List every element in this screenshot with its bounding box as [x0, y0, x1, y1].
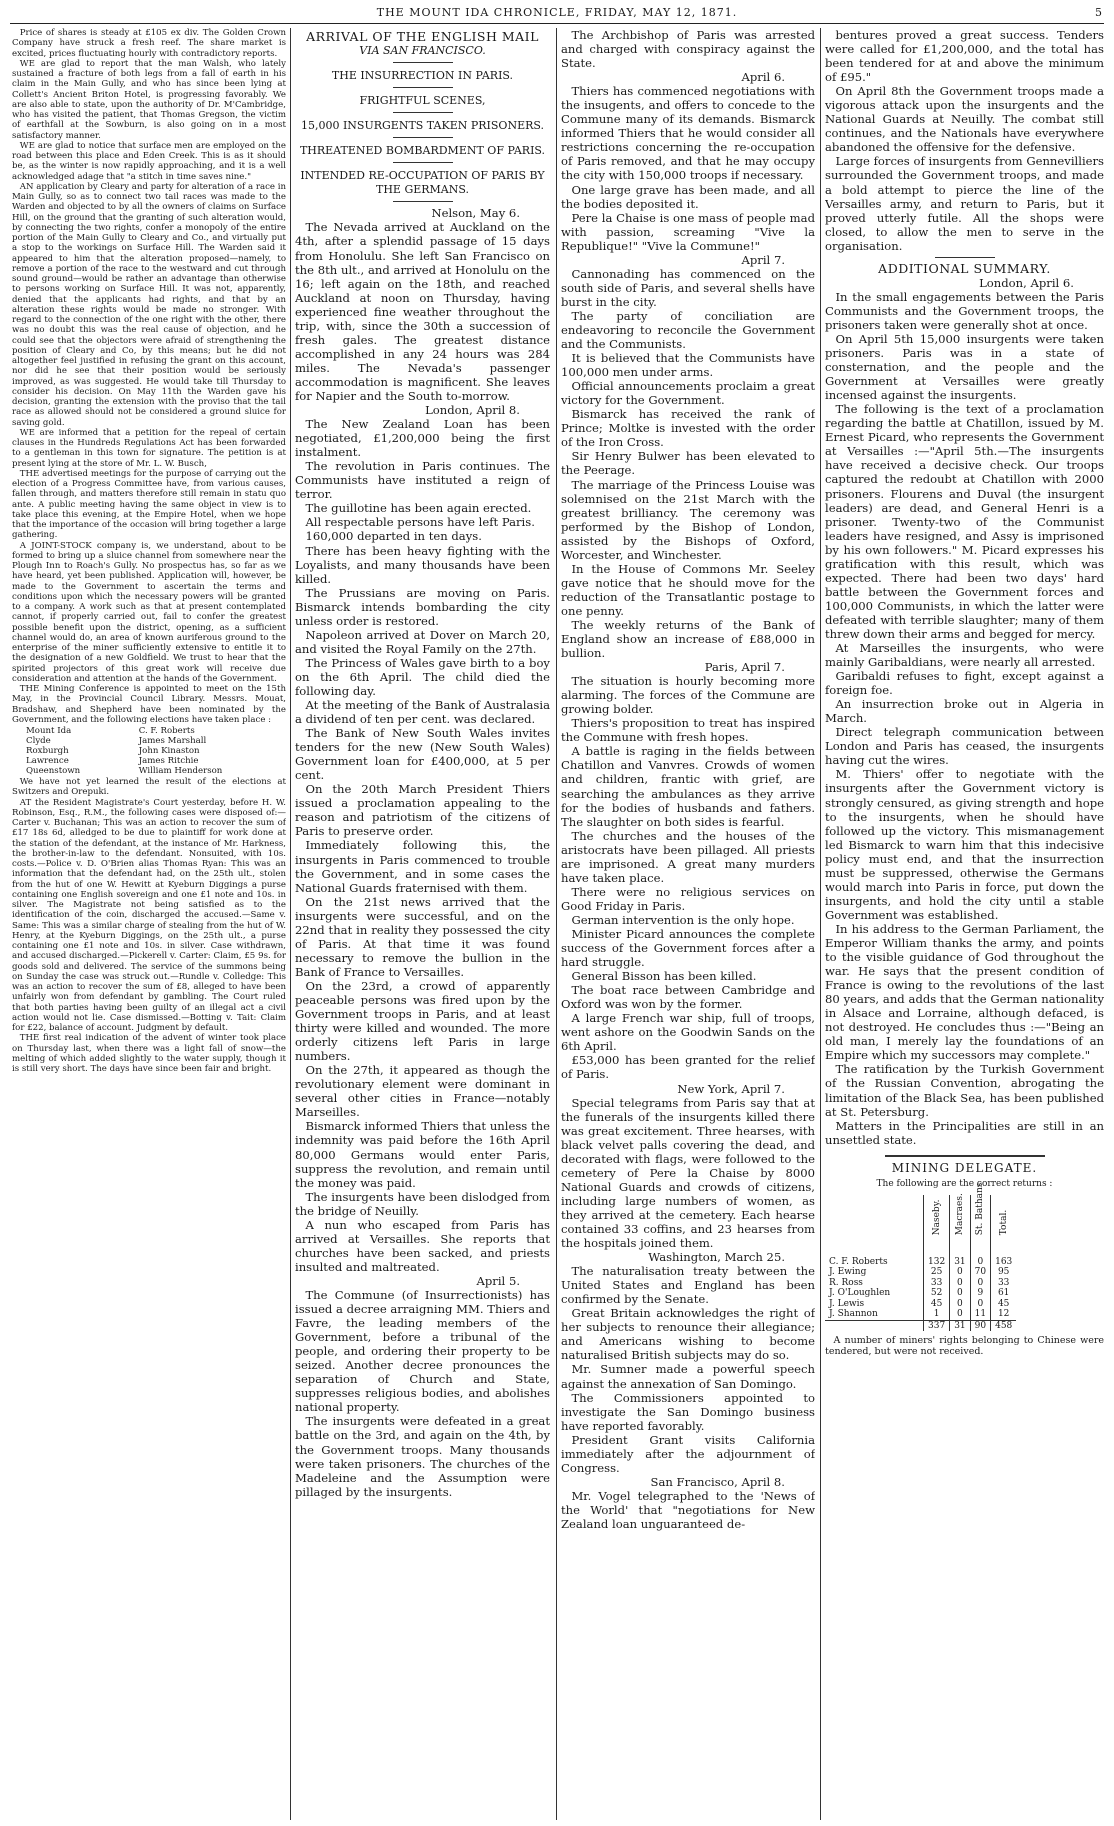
column-header: [950, 1195, 970, 1257]
vote-cell: 0: [970, 1278, 990, 1289]
vote-cell: 61: [991, 1288, 1017, 1299]
column-divider: [820, 28, 821, 1820]
column-header-label: Macraes.: [954, 1193, 965, 1236]
paragraph: On April 5th 15,000 insurgents were taken prisoners. Paris was in a state of consternation, and the people and the Government at Versailles were greatly incensed against the insurgents.: [825, 331, 1104, 403]
divider: [935, 257, 995, 258]
paragraph: A battle is raging in the fields between Chatillon and Vanvres. Crowds of women and children, frantic with grief, are searching the ambulances as they arrive for the bodies of husbands and fathers. The slaughter on both sides is fearful.: [561, 744, 815, 829]
paragraph: M. Thiers' offer to negotiate with the insurgents after the Government victory is strongly censured, as giving strength and hope to the insurgents, when he should have followed up the victory. This mismanagement led Bismarck to warn him that this indecisive policy must end, and that the insurrection must be suppressed, otherwise the Germans would march into Paris in force, put down the insurgents, and hold the city until a stable Government was established.: [825, 767, 1104, 922]
vote-cell: 33: [924, 1278, 950, 1289]
paragraph: The insurgents have been dislodged from the bridge of Neuilly.: [295, 1189, 550, 1218]
article-paragraphs: [295, 220, 550, 403]
column-header-label: Total.: [998, 1210, 1009, 1236]
paragraph: The Commune (of Insurrectionists) has issued a decree arraigning MM. Thiers and Favre, the leading members of the Government, before a tribunal of the people, and ordering their property to be seized. Another decree pronounces the separation of Church and State, suppresses religious bodies, and abolishes national property.: [295, 1287, 550, 1415]
paragraph: Napoleon arrived at Dover on March 20, and visited the Royal Family on the 27th.: [295, 627, 550, 656]
roll-place: Clyde: [26, 736, 51, 746]
paragraph: President Grant visits California immediately after the adjournment of Congress.: [561, 1432, 815, 1475]
vote-cell: 45: [924, 1299, 950, 1310]
paragraph: In the House of Commons Mr. Seeley gave notice that he should move for the reduction of the Transatlantic postage to one penny.: [561, 561, 815, 618]
masthead: [0, 0, 1114, 20]
paragraph: 160,000 departed in ten days.: [305, 529, 482, 544]
total-cell: 90: [970, 1320, 990, 1331]
article-paragraphs: [295, 1288, 550, 1499]
paragraph: It is believed that the Communists have 100,000 men under arms.: [561, 351, 815, 380]
article-paragraphs: [561, 1489, 815, 1531]
total-cell: 337: [924, 1320, 950, 1331]
paragraph: WE are informed that a petition for the repeal of certain clauses in the Hundreds Regulations Act has been forwarded to a gentleman in this town for signature. The petition is at present lying at the store of Mr. L. W. Busch,: [12, 427, 286, 469]
paragraph: Mr. Sumner made a powerful speech against the annexation of San Domingo.: [561, 1362, 815, 1391]
vote-cell: 163: [991, 1257, 1017, 1268]
headline-scenes: FRIGHTFUL SCENES,: [359, 94, 486, 108]
paragraph: On the 20th March President Thiers issued a proclamation appealing to the reason and patriotism of the citizens of Paris to preserve order.: [295, 782, 550, 839]
newspaper-title: THE MOUNT IDA CHRONICLE, FRIDAY, MAY 12, 1871.: [376, 6, 738, 19]
candidate-name: C. F. Roberts: [829, 1256, 888, 1267]
paragraph: Direct telegraph communication between London and Paris has ceased, the insurgents having cut the wires.: [825, 725, 1104, 768]
paragraph: Thiers has commenced negotiations with the insugents, and offers to concede to the Commune many of its demands. Bismarck informed Thiers that he would consider all restrictions concerning the re-occupation of Paris removed, and that he may occupy the city with 150,000 troops if necessary.: [561, 84, 815, 183]
table-row: [825, 1278, 1016, 1289]
candidate-name: J. Ewing: [829, 1267, 867, 1278]
column-local-news: [12, 28, 286, 1820]
vote-cell: 0: [950, 1288, 970, 1299]
roll-place: Queenstown: [26, 766, 81, 776]
roll-name: C. F. Roberts: [138, 726, 195, 736]
paragraph: All respectable persons have left Paris.: [305, 515, 535, 530]
paragraph: Price of shares is steady at £105 ex div. The Golden Crown Company have struck a fresh reef. The share market is excited, prices fluctuating hourly with contradictory reports.: [12, 28, 286, 59]
candidate-name: J. Shannon: [829, 1309, 878, 1320]
vote-cell: 0: [950, 1278, 970, 1289]
vote-cell: 31: [950, 1257, 970, 1268]
vote-cell: 0: [950, 1299, 970, 1310]
paragraph: The New Zealand Loan has been negotiated, £1,200,000 being the first instalment.: [295, 417, 550, 460]
paragraph: A nun who escaped from Paris has arrived at Versailles. She reports that churches have been sacked, and priests insulted and maltreated.: [295, 1217, 550, 1274]
paragraph: The Princess of Wales gave birth to a boy on the 6th April. The child died the following day.: [295, 655, 550, 698]
divider: [393, 162, 453, 163]
dateline: Washington, March 25.: [648, 1250, 785, 1265]
paragraph: General Bisson has been killed.: [571, 969, 757, 984]
mining-delegate-subtitle: The following are the correct returns :: [876, 1178, 1053, 1189]
paragraph: The Nevada arrived at Auckland on the 4th, after a splendid passage of 15 days from Honolulu. She left San Francisco on the 8th ult., and arrived at Honolulu on the 16; left again on the 18th, and reached Auckland at noon on Thursday, having experienced fine weather throughout the trip, with, since the 30th a succession of fresh gales. The greatest distance accomplished in any 24 hours was 284 miles. The Nevada's passenger accommodation is magnificent. She leaves for Napier and the South to-morrow.: [295, 220, 550, 403]
paragraph: AT the Resident Magistrate's Court yesterday, before H. W. Robinson, Esq., R.M., the following cases were disposed of:—Carter v. Buchanan; This was an action to recover the sum of £17 18s 6d, alledged to be due to plaintiff for work done at the station of the defendant, at the instance of Mr. Harkness, the brother-in-law to the defendant. Nonsuited, with 10s. costs.—Police v. D. O'Brien alias Thomas Ryan: This was an information that the defendant had, on the 25th ult., stolen from the hut of one W. Hewitt at Kyeburn Diggings a purse containing one English sovereign and one £1 note and 10s. in silver. The Magistrate not being satisfied as to the identification of the coin, discharged the accused.—Same v. Same: This was a similar charge of stealing from the hut of W. Henry, at the Kyeburn Diggings, on the 25th ult., a purse containing one £1 note and 10s. in silver. Case withdrawn, and accused discharged.—Pickerell v. Carter: Claim, £5 9s. for goods sold and delivered. The service of the summons being on Sunday the case was struck out.—Rundle v. Colledge: This was an action to recover the sum of £8, alleged to have been unfairly won from defendant by gambling. The Court ruled that both parties having been guilty of an illegal act a civil action would not lie. Case dismissed.—Botting v. Tait: Claim for £22, balance of account. Judgment by default.: [12, 797, 286, 1033]
paragraph: Bismarck informed Thiers that unless the indemnity was paid before the 16th April 80,000 Germans would enter Paris, suppress the revolution, and remain until the money was paid.: [295, 1119, 550, 1190]
paragraph: Matters in the Principalities are still in an unsettled state.: [825, 1118, 1104, 1147]
divider: [393, 201, 453, 202]
headline-insurrection: THE INSURRECTION IN PARIS.: [331, 69, 514, 83]
vote-cell: 52: [924, 1288, 950, 1299]
column-header-label: Naseby.: [931, 1199, 942, 1236]
roll-place: Mount Ida: [26, 726, 72, 736]
paragraph: The ratification by the Turkish Government of the Russian Convention, abrogating the limitation of the Black Sea, has been published at St. Petersburg.: [825, 1062, 1104, 1119]
totals-label: [825, 1320, 924, 1331]
paragraph: Great Britain acknowledges the right of her subjects to renounce their allegiance; and Americans wishing to become naturalised British subjects may do so.: [561, 1306, 815, 1363]
paragraph: A JOINT-STOCK company is, we understand, about to be formed to bring up a sluice channel from somewhere near the Plough Inn to Roach's Gully. No prospectus has, so far as we have heard, yet been published. Application will, however, be made to the Government to ascertain the terms and conditions upon which the necessary powers will be granted to a company. A work such as that at present contemplated cannot, if properly carried out, fail to confer the greatest possible benefit upon the district, opening, as a sufficient channel would do, an area of known auriferous ground to the enterprise of the miner sufficiently extensive to entitle it to the designation of a new Goldfield. We trust to hear that the spirited projectors of this great work will receive due consideration and attention at the hands of the Government.: [12, 540, 286, 684]
roll-place: Lawrence: [26, 756, 69, 766]
article-paragraphs: [825, 290, 1104, 1147]
roll-name: William Henderson: [138, 766, 223, 776]
paragraph: bentures proved a great success. Tenders were called for £1,200,000, and the total has been tendered for at and above the minimum of £95.": [825, 28, 1104, 85]
paragraph: There were no religious services on Good Friday in Paris.: [561, 884, 815, 913]
vote-cell: 0: [950, 1309, 970, 1320]
table-row: [825, 1299, 1016, 1310]
dateline: San Francisco, April 8.: [650, 1474, 785, 1489]
roll-place: Roxburgh: [26, 746, 69, 756]
paragraph: Bismarck has received the rank of Prince; Moltke is invested with the order of the Iron Cross.: [561, 407, 815, 450]
paragraph: Pere la Chaise is one mass of people mad with passion, screaming "Vive la Republique!" "Vive la Commune!": [561, 210, 815, 253]
article-paragraphs: [561, 674, 815, 1081]
paragraph: WE are glad to notice that surface men are employed on the road between this place and Eden Creek. This is as it should be, as the winter is now rapidly approaching, and it is a well acknowledged adage that "a stitch in time saves nine.": [12, 140, 286, 182]
dateline: New York, April 7.: [677, 1081, 785, 1096]
paragraph: The situation is hourly becoming more alarming. The forces of the Commune are growing bolder.: [561, 674, 815, 717]
vote-cell: 12: [991, 1309, 1017, 1320]
paragraph: An insurrection broke out in Algeria in March.: [825, 697, 1104, 726]
paragraph: The revolution in Paris continues. The Communists have instituted a reign of terror.: [295, 459, 550, 502]
vote-cell: 25: [924, 1267, 950, 1278]
column-header: [970, 1182, 990, 1257]
paragraph: THE Mining Conference is appointed to meet on the 15th May, in the Provincial Council Library. Messrs. Mouat, Bradshaw, and Shepherd have been nominated by the Government, and the following elections have taken place :: [12, 684, 286, 725]
paragraph: We have not yet learned the result of the elections at Switzers and Orepuki.: [12, 777, 286, 798]
paragraph: WE are glad to report that the man Walsh, who lately sustained a fracture of both legs from a fall of earth in his claim in the Main Gully, and who has since been lying at Collett's Ancient Briton Hotel, is progressing favorably. We are also able to state, upon the authority of Dr. M'Cambridge, who has visited the patient, that Thomas Gregson, the victim of earthfall at the Sowburn, is also going on in a most satisfactory manner.: [12, 58, 286, 141]
paragraph: At Marseilles the insurgents, who were mainly Garibaldians, were nearly all arrested.: [825, 641, 1104, 670]
divider: [393, 137, 453, 138]
table-row: [12, 726, 286, 736]
paragraph: The guillotine has been again erected.: [305, 501, 532, 516]
vote-cell: 95: [991, 1267, 1017, 1278]
table-row: [12, 766, 286, 776]
paragraph: £53,000 has been granted for the relief of Paris.: [561, 1053, 815, 1082]
paragraph: AN application by Cleary and party for alteration of a race in Main Gully, so as to connect two tail races was made to the Warden and objected to by all the owners of claims on Surface Hill, on the ground that the granting of such alteration would, by connecting the two rights, confer a monopoly of the entire portion of the Main Gully to Cleary and Co., and virtually put a stop to the workings on Surface Hill. The Warden said it appeared to him that the alteration proposed—namely, to remove a portion of the race to the westward and cut through sound ground—would be rather an advantage than otherwise to persons working on Surface Hill. It was not, apparently, denied that the applicants had rights, and that by an alteration these rights would be made no stronger. With regard to the connection of the one right with the other, there was no doubt this was the real cause of objection, and he could see that the objectors were afraid of strengthening the position of Cleary and Co, by this means; but he did not altogether feel justified in refusing the grant on this account, nor did he see that their position would be seriously improved, as was suggested. He would take till Thursday to consider his decision. On May 11th the Warden gave his decision, granting the extension with the proviso that the tail race as allowed should not be considered a ground sluice for saving gold.: [12, 181, 286, 428]
paragraph: German intervention is the only hope.: [571, 912, 795, 927]
article-paragraphs: [561, 1264, 815, 1475]
paragraph: One large grave has been made, and all the bodies deposited it.: [561, 182, 815, 211]
dateline: London, April 8.: [425, 403, 520, 418]
paragraph: Mr. Vogel telegraphed to the 'News of the World' that "negotiations for New Zealand loan unguaranteed de-: [561, 1488, 815, 1531]
local-news-paragraphs: [12, 28, 286, 725]
paragraph: THE advertised meetings for the purpose of carrying out the election of a Progress Committee have, from various causes, fallen through, and matters therefore still remain in statu quo ante. A public meeting having the same object in view is to take place this evening, at the Empire Hotel, when we hope that the importance of the occasion will bring together a large gathering.: [12, 468, 286, 541]
paragraph: The Prussians are moving on Paris. Bismarck intends bombarding the city unless order is restored.: [295, 585, 550, 628]
candidate-name: J. O'Loughlen: [829, 1288, 891, 1299]
vote-cell: 11: [970, 1309, 990, 1320]
paragraph: Minister Picard announces the complete success of the Government forces after a hard struggle.: [561, 927, 815, 970]
paragraph: The Bank of New South Wales invites tenders for the new (New South Wales) Government loan for £400,000, at 5 per cent.: [295, 726, 550, 783]
paragraph: On the 21st news arrived that the insurgents were successful, and on the 22nd that in reality they possessed the city of Paris. At that time it was found necessary to remove the bullion in the Bank of France to Versailles.: [295, 894, 550, 979]
paragraph: THE first real indication of the advent of winter took place on Thursday last, when there was a light fall of snow—the melting of which added slightly to the water supply, though it is still very short. The days have since been fair and bright.: [12, 1033, 286, 1074]
paragraph: The churches and the houses of the aristocrats have been pillaged. All priests are imprisoned. A great many murders have taken place.: [561, 828, 815, 885]
headline-bombardment: THREATENED BOMBARDMENT OF PARIS.: [299, 144, 546, 158]
article-paragraphs: [295, 417, 550, 1274]
paragraph: The party of conciliation are endeavoring to reconcile the Government and the Communists.: [561, 308, 815, 352]
article-paragraphs: [825, 28, 1104, 253]
divider: [393, 112, 453, 113]
page-number: 5: [1095, 6, 1102, 19]
local-news-paragraphs-2: [12, 777, 286, 1074]
paragraph: The weekly returns of the Bank of England show an increase of £88,000 in bullion.: [561, 617, 815, 661]
table-row: [825, 1267, 1016, 1278]
column-summary: [825, 28, 1104, 1820]
vote-cell: 1: [924, 1309, 950, 1320]
paragraph: Sir Henry Bulwer has been elevated to the Peerage.: [561, 449, 815, 478]
column-divider: [556, 28, 557, 1820]
vote-cell: 9: [970, 1288, 990, 1299]
roll-name: James Ritchie: [138, 756, 199, 766]
total-cell: 31: [950, 1320, 970, 1331]
paragraph: Thiers's proposition to treat has inspired the Commune with fresh hopes.: [561, 716, 815, 745]
dateline: Paris, April 7.: [704, 660, 785, 675]
candidate-name: R. Ross: [829, 1277, 863, 1288]
vote-cell: 132: [924, 1257, 950, 1268]
mining-delegate-title: MINING DELEGATE.: [891, 1160, 1038, 1175]
headline-prisoners: 15,000 INSURGENTS TAKEN PRISONERS.: [300, 119, 545, 133]
headline-reoccupation: INTENDED RE-OCCUPATION OF PARIS BY THE GERMANS.: [300, 169, 545, 197]
paragraph: Official announcements proclaim a great victory for the Government.: [561, 379, 815, 408]
vote-cell: 0: [970, 1299, 990, 1310]
paragraph: The boat race between Cambridge and Oxford was won by the former.: [561, 983, 815, 1012]
table-row: [825, 1257, 1016, 1268]
mining-note: A number of miners' rights belonging to Chinese were tendered, but were not received.: [825, 1335, 1104, 1358]
paragraph: Immediately following this, the insurgents in Paris commenced to trouble the Government, and in some cases the National Guards fraternised with them.: [295, 838, 550, 895]
table-row: [825, 1309, 1016, 1320]
paragraph: Garibaldi refuses to fight, except against a foreign foe.: [825, 669, 1104, 698]
election-roll: [12, 726, 286, 776]
paragraph: The insurgents were defeated in a great battle on the 3rd, and again on the 4th, by the Government troops. Many thousands were taken prisoners. The churches of the Madeleine and the Assumption were pillaged by the insurgents.: [295, 1414, 550, 1499]
dateline: April 5.: [476, 1273, 520, 1288]
paragraph: In his address to the German Parliament, the Emperor William thanks the army, and points to the visible guidance of God throughout the war. He says that the present condition of France is owing to the revolutions of the last 80 years, and adds that the German nationality in Alsace and Lorraine, although defaced, is not destroyed. He concludes thus :—"Being an old man, I merely lay the foundations of an Empire which my successors may complete.": [825, 921, 1104, 1063]
paragraph: The marriage of the Princess Louise was solemnised on the 21st March with the greatest brilliancy. The ceremony was performed by the Bishop of London, assisted by the Bishops of Oxford, Worcester, and Winchester.: [561, 477, 815, 562]
column-english-mail: [295, 28, 550, 1820]
column-divider: [290, 28, 291, 1820]
column-header-label: St. Bathans: [975, 1182, 986, 1236]
masthead-rule: [10, 23, 1104, 24]
paragraph: On the 23rd, a crowd of apparently peaceable persons was fired upon by the Government troops in Paris, and at least thirty were killed and wounded. The more orderly citizens left Paris in large numbers.: [295, 978, 550, 1064]
paragraph: At the meeting of the Bank of Australasia a dividend of ten per cent. was declared.: [295, 698, 550, 727]
table-row: [825, 1288, 1016, 1299]
dateline: April 7.: [741, 252, 785, 267]
vote-cell: 70: [970, 1267, 990, 1278]
paragraph: Cannonading has commenced on the south side of Paris, and several shells have burst in the city.: [561, 266, 815, 309]
headline-additional-summary: ADDITIONAL SUMMARY.: [878, 260, 1051, 276]
roll-name: James Marshall: [138, 736, 207, 746]
dateline: London, April 6.: [979, 275, 1074, 290]
article-paragraphs: [561, 84, 815, 253]
paragraph: On the 27th, it appeared as though the revolutionary element were dominant in several other cities in France—notably Marseilles.: [295, 1063, 550, 1120]
column-telegrams: [561, 28, 815, 1820]
paragraph: In the small engagements between the Paris Communists and the Government troops, the prisoners taken were generally shot at once.: [825, 289, 1104, 332]
article-paragraphs: [561, 1096, 815, 1251]
paragraph: A large French war ship, full of troops, went ashore on the Goodwin Sands on the 6th April.: [561, 1011, 815, 1054]
headline-via: VIA SAN FRANCISCO.: [359, 44, 486, 58]
headline-arrival: ARRIVAL OF THE ENGLISH MAIL: [306, 29, 539, 44]
paragraph: Special telegrams from Paris say that at the funerals of the insurgents killed there was great excitement. Three hearses, with black velvet palls covering the dead, and decorated with flags, were followed to the cemetery of Pere la Chaise by 8000 National Guards and crowds of citizens, including large numbers of women, as they arrived at the cemetery. Each hearse contained 33 coffins, and 23 hearses from the hospitals joined them.: [561, 1095, 815, 1251]
candidate-name: J. Lewis: [829, 1298, 865, 1309]
vote-cell: 0: [950, 1267, 970, 1278]
dateline: Nelson, May 6.: [431, 206, 520, 221]
column-header: [924, 1195, 950, 1257]
divider: [885, 1155, 1045, 1157]
paragraph: The naturalisation treaty between the United States and England has been confirmed by the Senate.: [561, 1264, 815, 1307]
article-paragraphs: [561, 267, 815, 660]
table-row: [12, 756, 286, 766]
vote-cell: 0: [970, 1257, 990, 1268]
total-cell: 458: [991, 1320, 1017, 1331]
paragraph: The following is the text of a proclamation regarding the battle at Chatillon, issued by M. Ernest Picard, who represents the Government at Versailles :—"April 5th.—The insurgents have received a decisive check. Our troops captured the redoubt at Chatillon with 2000 prisoners. Flourens and Duval (the insurgent leaders) are dead, and General Henri is a prisoner. Twenty-two of the Communist leaders have resigned, and Assy is imprisoned by his own followers." M. Picard expresses his gratification with this result, which was expected. There had been two days' hard battle between the Government forces and 100,000 Communists, in which the latter were defeated with terrible slaughter; many of them threw down their arms and begged for mercy.: [825, 402, 1104, 641]
roll-name: John Kinaston: [138, 746, 200, 756]
article-paragraphs: [561, 28, 815, 70]
column-header: [991, 1195, 1017, 1257]
name-header: [825, 1195, 924, 1257]
paragraph: The Archbishop of Paris was arrested and charged with conspiracy against the State.: [561, 28, 815, 71]
paragraph: Large forces of insurgents from Gennevilliers surrounded the Government troops, and made a bold attempt to pierce the line of the Versailles army, and return to Paris, but it proved utterly futile. All the shops were closed, to allow the men to serve in the organisation.: [825, 154, 1104, 253]
table-header-row: [825, 1195, 1016, 1257]
vote-cell: 45: [991, 1299, 1017, 1310]
totals-row: [825, 1320, 1016, 1331]
paragraph: There has been heavy fighting with the Loyalists, and many thousands have been killed.: [295, 543, 550, 586]
dateline: April 6.: [741, 70, 785, 85]
vote-cell: 33: [991, 1278, 1017, 1289]
paragraph: On April 8th the Government troops made a vigorous attack upon the insurgents and the National Guards at Neuilly. The combat still continues, and the Nationals have everywhere abandoned the offensive for the defensive.: [825, 84, 1104, 155]
table-row: [12, 746, 286, 756]
divider: [393, 62, 453, 63]
table-row: [12, 736, 286, 746]
divider: [393, 87, 453, 88]
paragraph: The Commissioners appointed to investigate the San Domingo business have reported favorably.: [561, 1390, 815, 1433]
